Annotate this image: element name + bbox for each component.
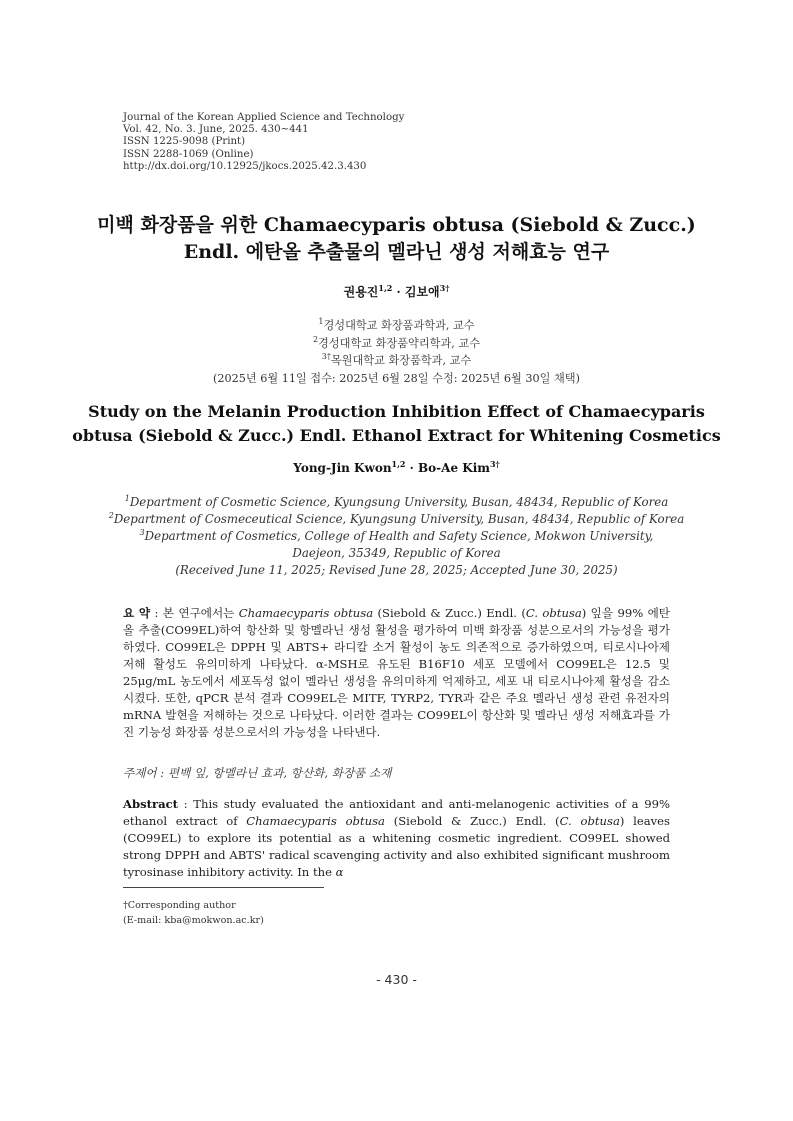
author-separator-en: · [405,461,419,475]
english-abstract-t4: α [335,865,344,879]
journal-volume: Vol. 42, No. 3. June, 2025. 430~441 [123,124,309,136]
korean-title-line2: Endl. 에탄올 추출물의 멜라닌 생성 저해효능 연구 [183,241,610,263]
korean-abstract-species-short: C. obtusa [525,606,582,620]
footnote-divider [123,887,324,888]
english-affil-2 [60,511,733,528]
korean-abstract-colon: : [150,606,163,620]
affil-en-2-text: Department of Cosmeceutical Science, Kyungsung University, Busan, 48434, Republic of Korea [113,512,685,526]
author-separator-ko: · [392,285,405,299]
author2-en-sup: 3† [489,459,500,469]
affil-en-1-sup: 1 [124,494,130,503]
page-number: - 430 - [376,972,417,987]
korean-abstract-label: 요 약 [123,606,151,620]
author1-en: Yong-Jin Kwon [293,461,392,475]
korean-abstract-t2: (Siebold & Zucc.) Endl. ( [373,606,526,620]
footnote-line1: †Corresponding author [123,900,236,911]
footnote [123,898,264,928]
korean-abstract-t1: 본 연구에서는 [162,606,239,620]
issn-online: ISSN 2288-1069 (Online) [123,148,254,160]
korean-abstract-species: Chamaecyparis obtusa [238,606,374,620]
korean-abstract-t3: ) 잎을 99% 에탄올 추출(CO99EL)하여 항산화 및 항멜라닌 생성 활성을 평가하여 미백 화장품 성분으로서의 가능성을 평가하였다. CO99EL은 DPPH 및 ABTS+ 라디칼 소거 활성이 농도 의존적으로 증가하였으며, 티로시나아제 저해 활성도 유의미하게 나타났다. α-MSH로 유도된 B16F10 세포 모델에서 CO99EL은 12.5 및 25μg/mL 농도에서 세포독성 없이 멜라닌 생성을 유의미하게 억제하고, 세포 내 티로시나아제 활성을 감소시켰다. 또한, qPCR 분석 결과 CO99EL은 MITF, TYRP2, TYR과 같은 주요 멜라닌 생성 관련 유전자의 mRNA 발현을 저해하는 것으로 나타났다. 이러한 결과는 CO99EL이 항산화 및 멜라닌 생성 저해효과를 가진 기능성 화장품 성분으로서의 가능성을 나타낸다. [123,606,670,739]
english-affil-3 [60,528,733,545]
author2-ko: 김보애 [404,285,440,299]
affil-en-3-sup: 3 [139,528,145,537]
korean-title [60,212,733,266]
english-title [60,400,733,448]
affil-en-3-text: Department of Cosmetics, College of Health and Safety Science, Mokwon University, [144,529,654,543]
affil-en-1-text: Department of Cosmetic Science, Kyungsung University, Busan, 48434, Republic of Korea [129,495,669,509]
author1-ko-sup: 1,2 [378,283,393,293]
english-abstract-t3: ) leaves (CO99EL) to explore its potential as a whitening cosmetic ingredient. CO99EL showed strong DPPH and ABTS' radical scavenging activity and also exhibited significant mushroom tyrosinase inhibitory activity. In the [123,814,670,879]
korean-keywords: 주제어 : 편백 잎, 항멜라닌 효과, 항산화, 화장품 소재 [123,766,392,780]
author2-ko-sup: 3† [439,283,450,293]
affil-ko-2-text: 경성대학교 화장품약리학과, 교수 [318,336,481,350]
affil-ko-3-text: 목원대학교 화장품학과, 교수 [330,354,472,367]
english-abstract-colon: : [178,797,194,811]
english-abstract-t1: This study evaluated the antioxidant and anti-melanogenic activities of a 99% ethanol extract of [123,797,671,828]
author1-en-sup: 1,2 [391,459,406,469]
issn-print: ISSN 1225-9098 (Print) [123,136,246,148]
affil-ko-3-sup: 3† [321,352,331,361]
english-affiliations [60,494,733,579]
english-abstract-species-short: C. obtusa [559,814,620,828]
english-abstract-label: Abstract [123,797,179,811]
korean-dates: (2025년 6월 11일 접수: 2025년 6월 28일 수정: 2025년 6월 30일 채택) [213,371,580,385]
author2-en: Bo-Ae Kim [418,461,490,475]
doi-link[interactable]: http://dx.doi.org/10.12925/jkocs.2025.42.3.430 [123,160,367,172]
affil-ko-2-sup: 2 [312,334,319,344]
english-affil-3b: Daejeon, 35349, Republic of Korea [292,546,501,560]
english-title-line2: obtusa (Siebold & Zucc.) Endl. Ethanol Extract for Whitening Cosmetics [72,426,721,445]
affil-en-2-sup: 2 [108,511,114,520]
journal-info [123,112,404,173]
author1-ko: 권용진 [343,285,379,299]
korean-authors [60,283,733,300]
english-affil-1 [60,494,733,511]
korean-abstract [123,605,670,741]
affil-ko-1-sup: 1 [318,317,324,326]
korean-affil-1 [60,317,733,335]
korean-affil-3 [60,352,733,370]
journal-name: Journal of the Korean Applied Science and Technology [123,112,405,123]
korean-affil-2 [60,335,733,353]
english-abstract [123,796,670,881]
footnote-line2: (E-mail: kba@mokwon.ac.kr) [123,915,264,926]
english-title-line1: Study on the Melanin Production Inhibition Effect of Chamaecyparis [88,402,705,421]
korean-affiliations [60,317,733,387]
english-authors [60,461,733,475]
english-abstract-species: Chamaecyparis obtusa [246,814,385,828]
english-dates: (Received June 11, 2025; Revised June 28, 2025; Accepted June 30, 2025) [175,563,618,577]
affil-ko-1-text: 경성대학교 화장품과학과, 교수 [323,319,475,332]
korean-title-line1: 미백 화장품을 위한 Chamaecyparis obtusa (Siebold & Zucc.) [97,214,696,236]
english-abstract-t2: (Siebold & Zucc.) Endl. ( [384,814,560,828]
